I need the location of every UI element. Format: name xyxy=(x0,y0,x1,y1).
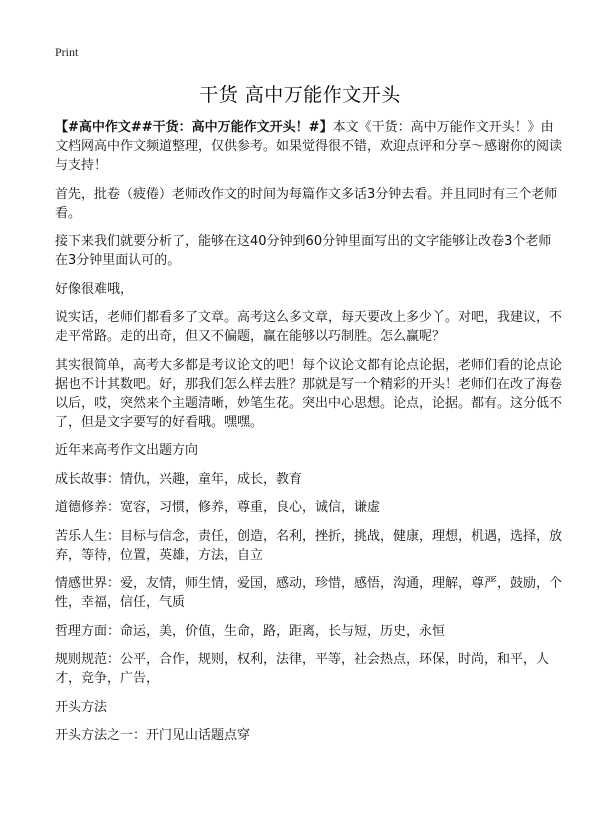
topic-rules: 规则规范：公平，合作，规则，权利，法律，平等，社会热点，环保，时尚，和平，人才，竞争，广告， xyxy=(55,652,550,686)
paragraph-analysis: 接下来我们就要分析了，能够在这40分钟到60分钟里面写出的文字能够让改卷3个老师在3分钟里面认可的。 xyxy=(55,234,552,268)
section-heading-topics: 近年来高考作文出题方向 xyxy=(55,443,199,458)
topic-philosophy: 哲理方面：命运，美，价值，生命，路，距离，长与短，历史，永恒 xyxy=(55,623,446,639)
section-heading-methods: 开头方法 xyxy=(55,699,108,715)
page-title: 干货 高中万能作文开头 xyxy=(199,84,401,106)
paragraph-grading-time: 首先，批卷（疲倦）老师改作文的时间为每篇作文多话3分钟去看。并且同时有三个老师看。 xyxy=(55,186,558,221)
print-label: Print xyxy=(55,45,79,59)
paragraph-explanation: 其实很简单，高考大多都是考议论文的吧！每个议论文都有论点论据，老师们看的论点论据也不计其数吧。好，那我们怎么样去胜？那就是写一个精彩的开头！老师们在改了海卷以后，哎，突然来个主题清晰，妙笔生花。突出中心思想。论点，论据。都有。这分低不了，但是文字要写的好看哦。嘿嘿。 xyxy=(55,357,563,430)
intro-text: 本文《干货：高中万能作文开头！》由文档网高中作文频道整理，仅供参考。如果觉得很不错，欢迎点评和分享～感谢你的阅读与支持！ xyxy=(55,120,563,173)
article-body xyxy=(55,118,562,755)
intro-tag: 【#高中作文##干货：高中万能作文开头！#】 xyxy=(55,120,333,135)
topic-emotion: 情感世界：爱，友情，师生情，爱国，感动，珍惜，感悟，沟通，理解，尊严，鼓励，个性，幸福，信任，气质 xyxy=(55,576,563,610)
topic-life: 苦乐人生：目标与信念，责任，创造，名利，挫折，挑战，健康，理想，机遇，选择，放弃，等待，位置，英雄，方法，自立 xyxy=(55,528,563,563)
topic-morality: 道德修养：宽容，习惯，修养，尊重，良心，诚信，谦虚 xyxy=(55,500,381,515)
topic-growth: 成长故事：情仇，兴趣，童年，成长，教育 xyxy=(55,471,303,487)
paragraph-seems-hard: 好像很难哦， xyxy=(55,281,134,297)
intro-paragraph xyxy=(55,118,562,175)
method-one: 开头方法之一：开门见山话题点穿 xyxy=(55,728,251,743)
paragraph-suggestion: 说实话，老师们都看多了文章。高考这么多文章，每天要改上多少丫。对吧，我建议，不走平常路。走的出奇，但又不偏题，赢在能够以巧制胜。怎么赢呢？ xyxy=(55,310,563,344)
